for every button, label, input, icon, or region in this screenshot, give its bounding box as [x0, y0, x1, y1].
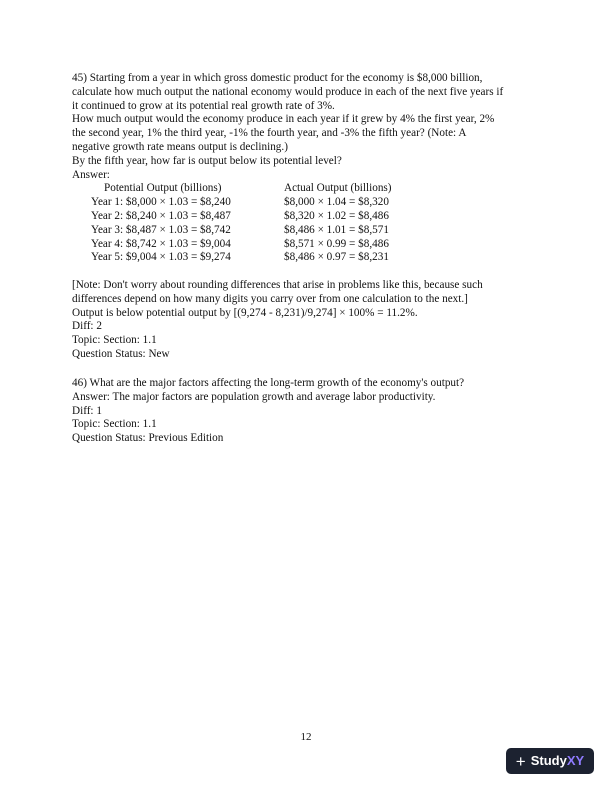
actual-cell: $8,571 × 0.99 = $8,486 — [284, 237, 389, 250]
question-status: Question Status: New — [72, 347, 170, 360]
difficulty: Diff: 2 — [72, 320, 102, 333]
table-row — [72, 224, 392, 238]
output-table — [72, 182, 392, 265]
question-45-line: How much output would the economy produce in each year if it grew by 4% the first year, 2% — [72, 113, 495, 126]
actual-cell: $8,000 × 1.04 = $8,320 — [284, 196, 389, 209]
potential-cell: Year 1: $8,000 × 1.03 = $8,240 — [91, 196, 231, 209]
actual-cell: $8,486 × 0.97 = $8,231 — [284, 251, 389, 264]
question-status: Question Status: Previous Edition — [72, 432, 224, 445]
question-45-line: negative growth rate means output is declining.) — [72, 140, 288, 153]
table-row — [72, 251, 392, 265]
potential-cell: Year 2: $8,240 × 1.03 = $8,487 — [91, 209, 231, 222]
question-46 — [72, 377, 542, 446]
studyxy-badge[interactable] — [506, 748, 594, 774]
table-row — [72, 210, 392, 224]
topic: Topic: Section: 1.1 — [72, 334, 157, 347]
page-number: 12 — [300, 731, 312, 743]
table-row — [72, 238, 392, 252]
answer-label: Answer: — [72, 168, 110, 181]
actual-cell: $8,486 × 1.01 = $8,571 — [284, 223, 389, 236]
question-45-line: the second year, 1% the third year, -1% the fourth year, and -3% the fifth year? (Note: A — [72, 127, 467, 140]
note-line: differences depend on how many digits you carry over from one calculation to the next.] — [72, 292, 468, 305]
difficulty: Diff: 1 — [72, 404, 102, 417]
potential-cell: Year 4: $8,742 × 1.03 = $9,004 — [91, 237, 231, 250]
question-45 — [72, 72, 542, 362]
question-45-line: By the fifth year, how far is output below its potential level? — [72, 154, 342, 167]
question-45-line: it continued to grow at its potential real growth rate of 3%. — [72, 99, 335, 112]
result-line: Output is below potential output by [(9,274 - 8,231)/9,274] × 100% = 11.2%. — [72, 306, 418, 319]
actual-cell: $8,320 × 1.02 = $8,486 — [284, 209, 389, 222]
badge-brand: Study — [530, 753, 567, 769]
table-header-row — [72, 182, 392, 196]
potential-cell: Year 5: $9,004 × 1.03 = $9,274 — [91, 251, 231, 264]
badge-label — [531, 754, 584, 768]
potential-output-header: Potential Output (billions) — [104, 182, 222, 195]
badge-brand-accent: XY — [566, 753, 585, 769]
table-row — [72, 196, 392, 210]
question-45-line: calculate how much output the national economy would produce in each of the next five years if — [72, 85, 504, 98]
actual-output-header: Actual Output (billions) — [284, 182, 392, 195]
note-line: [Note: Don't worry about rounding differences that arise in problems like this, because such — [72, 278, 483, 291]
answer-text: Answer: The major factors are population growth and average labor productivity. — [72, 390, 436, 403]
plus-icon: + — [515, 751, 526, 771]
question-46-text: 46) What are the major factors affecting the long-term growth of the economy's output? — [72, 377, 465, 389]
topic: Topic: Section: 1.1 — [72, 418, 157, 431]
potential-cell: Year 3: $8,487 × 1.03 = $8,742 — [91, 223, 231, 236]
question-45-line: 45) Starting from a year in which gross domestic product for the economy is $8,000 billion, — [72, 72, 483, 84]
